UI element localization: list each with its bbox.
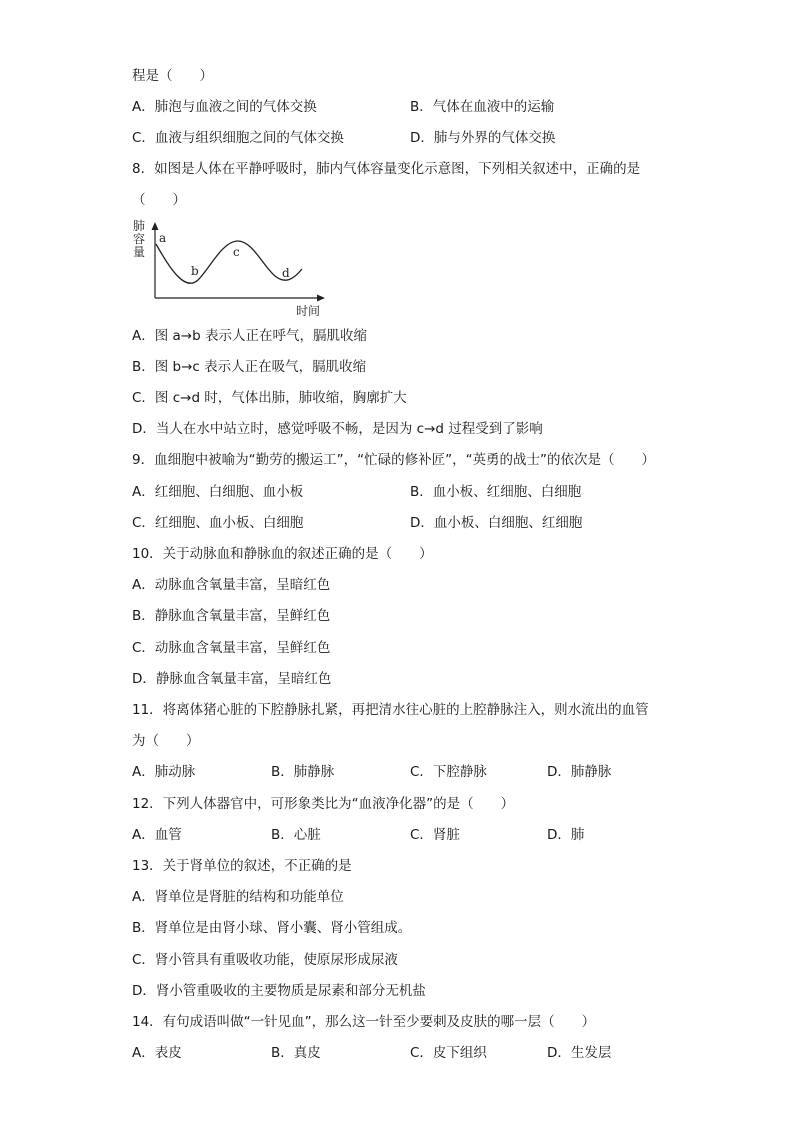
q8-option-b: B．图 b→c 表示人正在吸气，膈肌收缩 bbox=[132, 359, 367, 375]
q9-option-d: D．血小板、白细胞、红细胞 bbox=[410, 515, 583, 531]
q13-option-c: C．肾小管具有重吸收功能，使原尿形成尿液 bbox=[132, 952, 398, 968]
q13-option-d: D．肾小管重吸收的主要物质是尿素和部分无机盐 bbox=[132, 983, 426, 999]
lung-volume-figure bbox=[130, 214, 330, 319]
q11-option-b: B．肺静脉 bbox=[271, 764, 335, 780]
q9-stem: 9．血细胞中被喻为“勤劳的搬运工”，“忙碌的修补匠”，“英勇的战士”的依次是（ ） bbox=[132, 452, 656, 468]
point-label-c: c bbox=[233, 245, 240, 259]
q9-option-a: A．红细胞、白细胞、血小板 bbox=[132, 484, 304, 500]
x-axis-label: 时间 bbox=[296, 304, 321, 318]
q8-option-d: D．当人在水中站立时，感觉呼吸不畅，是因为 c→d 过程受到了影响 bbox=[132, 421, 543, 437]
q10-option-a: A．动脉血含氧量丰富，呈暗红色 bbox=[132, 577, 331, 593]
volume-curve bbox=[156, 241, 302, 283]
q13-option-b: B．肾单位是由肾小球、肾小囊、肾小管组成。 bbox=[132, 920, 412, 936]
q10-option-b: B．静脉血含氧量丰富，呈鲜红色 bbox=[132, 608, 331, 624]
y-axis-label-char-3: 量 bbox=[133, 245, 146, 259]
point-label-d: d bbox=[282, 266, 290, 280]
point-label-a: a bbox=[159, 231, 167, 245]
q11-option-a: A．肺动脉 bbox=[132, 764, 196, 780]
q12-option-a: A．血管 bbox=[132, 827, 182, 843]
q9-option-b: B．血小板、红细胞、白细胞 bbox=[410, 484, 582, 500]
q7-option-a: A．肺泡与血液之间的气体交换 bbox=[132, 99, 317, 115]
q10-option-d: D．静脉血含氧量丰富，呈暗红色 bbox=[132, 671, 332, 687]
y-axis-arrow bbox=[152, 222, 159, 230]
y-axis-label-char-2: 容 bbox=[133, 232, 146, 246]
q10-option-c: C．动脉血含氧量丰富，呈鲜红色 bbox=[132, 640, 331, 656]
q11-option-c: C．下腔静脉 bbox=[410, 764, 487, 780]
q8-stem-tail: （ ） bbox=[132, 192, 186, 208]
point-label-b: b bbox=[191, 264, 199, 278]
q8-option-c: C．图 c→d 时，气体出肺，肺收缩，胸廓扩大 bbox=[132, 390, 407, 406]
q11-stem-tail: 为（ ） bbox=[132, 733, 200, 749]
q11-stem: 11．将离体猪心脏的下腔静脉扎紧，再把清水往心脏的上腔静脉注入，则水流出的血管 bbox=[132, 702, 649, 718]
q10-stem: 10．关于动脉血和静脉血的叙述正确的是（ ） bbox=[132, 546, 433, 562]
q7-stem-tail: 程是（ ） bbox=[132, 68, 213, 84]
q7-option-b: B．气体在血液中的运输 bbox=[410, 99, 555, 115]
q11-option-d: D．肺静脉 bbox=[547, 764, 612, 780]
q14-option-a: A．表皮 bbox=[132, 1045, 182, 1061]
q14-option-d: D．生发层 bbox=[547, 1045, 612, 1061]
q12-option-b: B．心脏 bbox=[271, 827, 321, 843]
q12-option-c: C．肾脏 bbox=[410, 827, 460, 843]
q8-stem: 8．如图是人体在平静呼吸时，肺内气体容量变化示意图，下列相关叙述中，正确的是 bbox=[132, 161, 641, 177]
x-axis-arrow bbox=[317, 295, 325, 302]
q14-stem: 14．有句成语叫做“一针见血”，那么这一针至少要刺及皮肤的哪一层（ ） bbox=[132, 1014, 596, 1030]
q14-option-b: B．真皮 bbox=[271, 1045, 321, 1061]
q13-option-a: A．肾单位是肾脏的结构和功能单位 bbox=[132, 889, 344, 905]
q13-stem: 13．关于肾单位的叙述，不正确的是 bbox=[132, 858, 352, 874]
q12-stem: 12．下列人体器官中，可形象类比为“血液净化器”的是（ ） bbox=[132, 796, 515, 812]
q14-option-c: C．皮下组织 bbox=[410, 1045, 487, 1061]
q7-option-c: C．血液与组织细胞之间的气体交换 bbox=[132, 130, 344, 146]
q12-option-d: D．肺 bbox=[547, 827, 585, 843]
q8-option-a: A．图 a→b 表示人正在呼气，膈肌收缩 bbox=[132, 328, 367, 344]
q7-option-d: D．肺与外界的气体交换 bbox=[410, 130, 556, 146]
y-axis-label-char-1: 肺 bbox=[133, 219, 146, 233]
q9-option-c: C．红细胞、血小板、白细胞 bbox=[132, 515, 304, 531]
